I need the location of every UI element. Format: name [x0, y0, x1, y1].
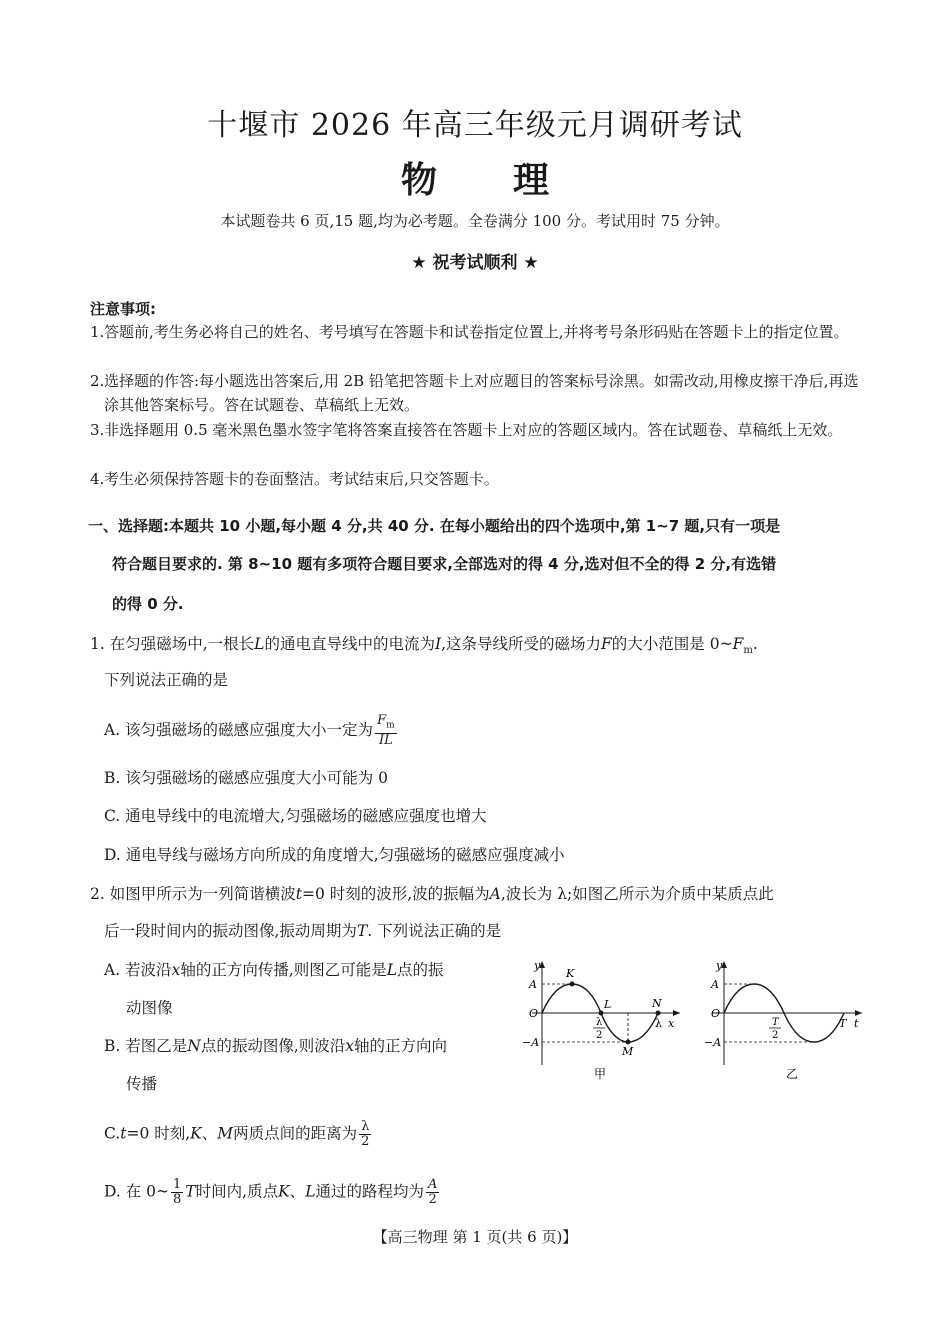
q2-option-b-cont: 传播	[126, 1075, 158, 1093]
fraction-fm-il	[375, 714, 397, 748]
section-heading-line-2: 符合题目要求的. 第 8~10 题有多项符合题目要求,全部选对的得 4 分,选对但不全的得 2 分,有选错	[112, 555, 777, 573]
q1-text: 的大小范围是 0~	[611, 635, 733, 653]
label-neg-a: −A	[522, 1036, 540, 1049]
notice-title: 注意事项:	[90, 300, 156, 318]
q2-text: ,波长为 λ;如图乙所示为介质中某质点此	[500, 885, 774, 903]
q1-text: ,这条导线所受的磁场力	[441, 635, 602, 653]
notice-text: 考生必须保持答题卡的卷面整洁。考试结束后,只交答题卡。	[104, 470, 499, 488]
q2-stem-line-1	[90, 882, 870, 906]
frac-num: F	[377, 713, 387, 728]
frac-den: IL	[378, 732, 393, 748]
var-K: K	[190, 1124, 202, 1143]
q2-option-a[interactable]	[104, 958, 444, 982]
var-K: K	[278, 1182, 290, 1201]
page-footer: 【高三物理 第 1 页(共 6 页)】	[372, 1228, 578, 1246]
subject-heading	[0, 152, 950, 203]
var-I: I	[434, 635, 442, 653]
point-k	[570, 982, 575, 987]
frac-den: 2	[361, 1134, 370, 1149]
var-M: M	[217, 1124, 234, 1143]
caption-jia: 甲	[594, 1067, 607, 1081]
q2-text: . 下列说法正确的是	[367, 922, 502, 940]
option-text: B. 若图乙是	[104, 1037, 188, 1055]
option-text: 轴的正方向向	[354, 1037, 448, 1055]
caption-yi: 乙	[786, 1067, 799, 1081]
var-x: x	[345, 1037, 354, 1055]
notice-num: 4.	[90, 470, 105, 488]
label-o: O	[529, 1007, 539, 1020]
section-heading-line-1: 一、选择题:本题共 10 小题,每小题 4 分,共 40 分. 在每小题给出的四个选项中,第 1~7 题,只有一项是	[88, 517, 781, 535]
q2-option-b[interactable]	[104, 1034, 447, 1058]
label-o: O	[711, 1007, 721, 1020]
var-L: L	[386, 961, 398, 979]
q2-text: =0 时刻的波形,波的振幅为	[301, 885, 490, 903]
point-n	[656, 1011, 661, 1016]
label-y: y	[534, 959, 541, 972]
option-text: =0 时刻,	[126, 1124, 191, 1143]
label-t-period: T	[839, 1017, 847, 1030]
option-text: D. 在 0~	[104, 1182, 170, 1201]
option-text: 、	[289, 1182, 306, 1201]
var-t: t	[295, 885, 302, 903]
fraction-lambda-2	[359, 1120, 371, 1149]
var-x: x	[171, 961, 181, 979]
label-half-lambda-den: 2	[596, 1030, 603, 1041]
q2-option-d[interactable]	[104, 1178, 441, 1207]
frac-num: λ	[359, 1120, 371, 1135]
frac-den: 2	[428, 1192, 437, 1207]
label-x: x	[668, 1017, 675, 1030]
option-text: C.	[104, 1124, 121, 1143]
q1-stem-line-1: 1. 在匀强磁场中,一根长L的通电直导线中的电流为I,这条导线所受的磁场力F的大小范围是 $0\sim F_m$.	[90, 635, 758, 657]
option-text: A. 若波沿	[104, 961, 172, 979]
label-a: A	[529, 978, 537, 991]
option-text: 轴的正方向传播,则图乙可能是	[180, 961, 387, 979]
label-l: L	[604, 998, 612, 1011]
var-t: t	[120, 1124, 127, 1143]
q1-option-a[interactable]	[104, 714, 399, 748]
var-T: T	[356, 922, 368, 940]
notice-text: 选择题的作答:每小题选出答案后,用 2B 铅笔把答题卡上对应题目的答案标号涂黑。如需改动,用橡皮擦干净后,再选涂其他答案标号。答在试题卷、草稿纸上无效。	[104, 372, 859, 414]
q1-option-c[interactable]: C. 通电导线中的电流增大,匀强磁场的磁感应强度也增大	[104, 807, 487, 825]
notice-item	[90, 467, 865, 491]
frac-num: A	[428, 1177, 438, 1192]
var-L: L	[305, 1182, 316, 1201]
var-F: F	[601, 635, 612, 653]
q1-stem-line-2: 下列说法正确的是	[104, 671, 229, 689]
subject-char-1: 物	[400, 160, 437, 201]
label-t: t	[854, 1017, 859, 1030]
var-N: N	[187, 1037, 201, 1055]
notice-num: 2.	[90, 372, 105, 390]
exam-meta: 本试题卷共 6 页,15 题,均为必考题。全卷满分 100 分。考试用时 75 分钟。	[220, 212, 730, 230]
subject-char-2: 理	[513, 160, 550, 201]
label-y: y	[716, 959, 723, 972]
option-text: 、	[201, 1124, 218, 1143]
fraction-a-2	[426, 1178, 439, 1207]
t-axis-arrow	[855, 1010, 862, 1016]
good-luck-banner: ★ 祝考试顺利 ★	[411, 253, 539, 273]
q2-text: 后一段时间内的振动图像,振动周期为	[104, 922, 357, 940]
q2-option-c[interactable]	[104, 1120, 373, 1149]
option-text: 通过的路程均为	[315, 1182, 424, 1201]
var-A: A	[489, 885, 501, 903]
frac-num: 1	[173, 1177, 182, 1192]
sub-m: m	[743, 645, 753, 657]
point-l	[599, 1011, 604, 1016]
label-neg-a: −A	[704, 1036, 722, 1049]
exam-title: 十堰市 2026 年高三年级元月调研考试	[207, 108, 743, 143]
notice-item	[90, 418, 865, 442]
notice-num: 1.	[90, 323, 105, 341]
x-axis-arrow	[673, 1010, 680, 1016]
label-half-t-den: 2	[772, 1030, 779, 1041]
label-half-lambda-num: λ	[596, 1017, 603, 1028]
var-Fm: F	[732, 635, 744, 653]
q2-text: 2. 如图甲所示为一列简谐横波	[90, 885, 296, 903]
q2-option-a-cont: 动图像	[126, 999, 173, 1017]
label-a: A	[711, 978, 719, 991]
q1-text: 的通电直导线中的电流为	[264, 635, 435, 653]
figure-jia-wave	[520, 955, 700, 1085]
option-text: A. 该匀强磁场的磁感应强度大小一定为	[104, 720, 374, 739]
q2-stem-line-2	[104, 919, 884, 943]
option-text: 两质点间的距离为	[233, 1124, 358, 1143]
label-half-t-num: T	[772, 1017, 779, 1028]
notice-item	[90, 369, 865, 417]
frac-num-sub: m	[386, 720, 395, 731]
var-L: L	[254, 635, 265, 653]
fraction-1-8	[171, 1178, 183, 1207]
option-text: 点的振动图像,则波沿	[200, 1037, 346, 1055]
label-m: M	[622, 1045, 634, 1058]
option-text: 点的振	[397, 961, 444, 979]
notice-num: 3.	[90, 421, 105, 439]
figure-yi-vibration	[700, 955, 870, 1085]
section-heading-line-3: 的得 0 分.	[112, 595, 184, 613]
notice-text: 非选择题用 0.5 毫米黑色墨水签字笔将答案直接答在答题卡上对应的答题区域内。答在试题卷、草稿纸上无效。	[104, 421, 843, 439]
var-T: T	[185, 1182, 196, 1201]
frac-den: 8	[173, 1192, 182, 1207]
label-k: K	[566, 967, 575, 980]
point-m	[626, 1040, 631, 1045]
option-text: 时间内,质点	[195, 1182, 279, 1201]
q1-option-d[interactable]: D. 通电导线与磁场方向所成的角度增大,匀强磁场的磁感应强度减小	[104, 846, 565, 864]
label-lambda: λ	[655, 1017, 662, 1030]
notice-item	[90, 320, 865, 344]
q1-option-b[interactable]: B. 该匀强磁场的磁感应强度大小可能为 0	[104, 769, 389, 787]
q1-text: 1. 在匀强磁场中,一根长	[90, 635, 255, 653]
label-n: N	[652, 997, 662, 1010]
notice-text: 答题前,考生务必将自己的姓名、考号填写在答题卡和试卷指定位置上,并将考号条形码贴在答题卡上的指定位置。	[104, 323, 849, 341]
